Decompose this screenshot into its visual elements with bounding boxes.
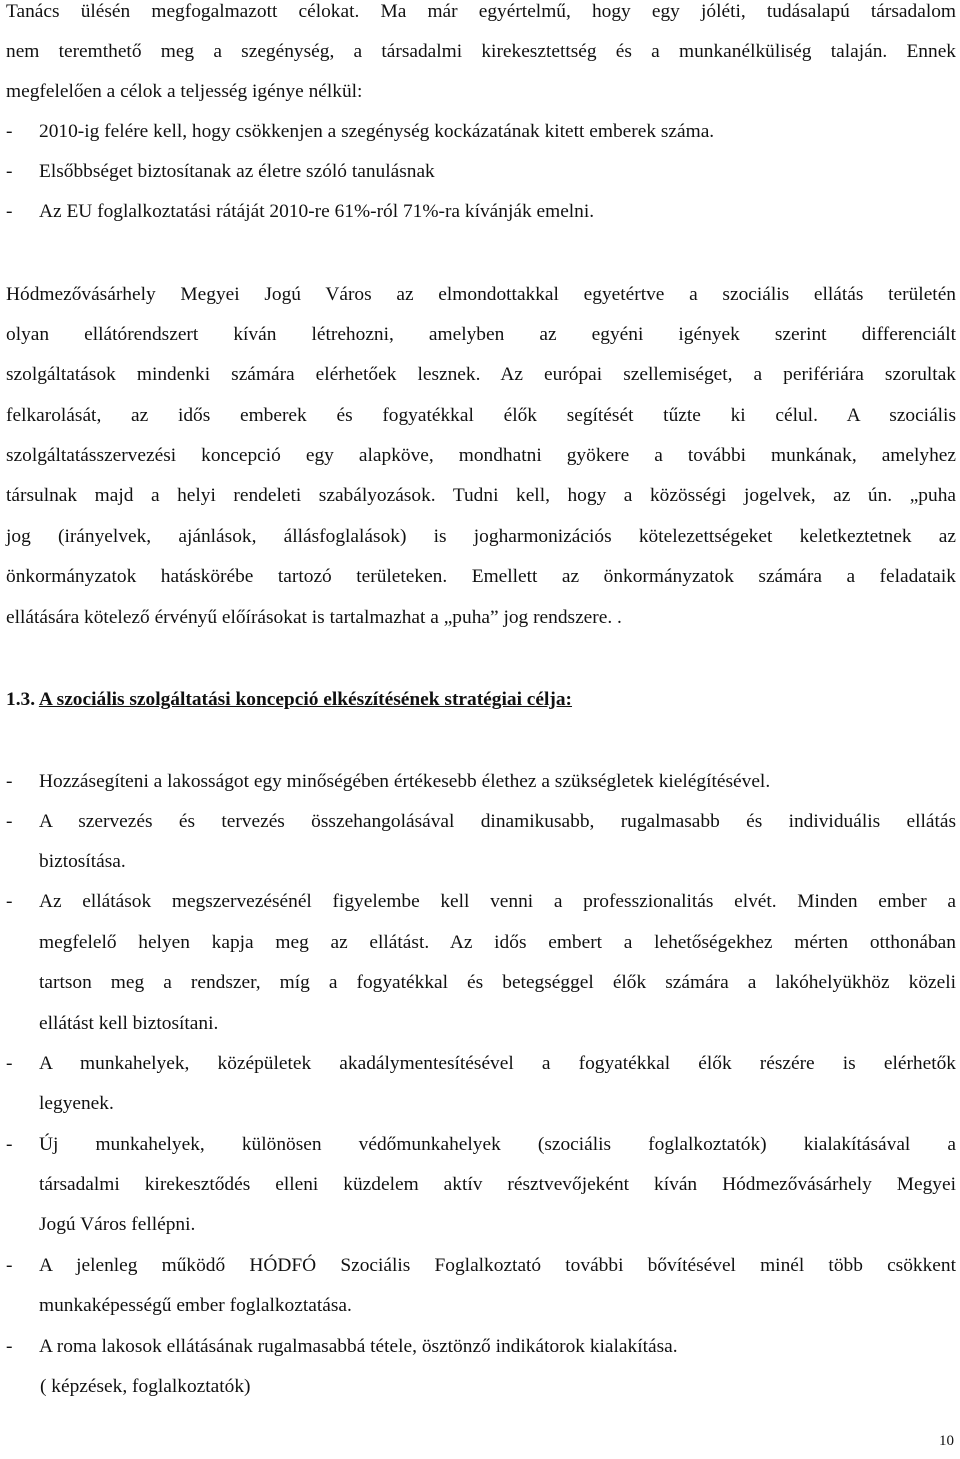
paragraph-line: szolgáltatásszervezési koncepció egy alapköve, mondhatni gyökere a további munkának, amelyhez: [6, 445, 956, 466]
list-dash: -: [6, 1336, 13, 1357]
intro-line: Tanács ülésén megfogalmazott célokat. Ma már egyértelmű, hogy egy jóléti, tudásalapú társadalom: [6, 1, 956, 22]
goal-item: [6, 1335, 956, 1359]
goal-text: A munkahelyek, középületek akadálymentesítésével a fogyatékkal élők részére is elérhetők: [39, 1053, 956, 1074]
paragraph-line: ellátására kötelező érvényű előírásokat is tartalmazhat a „puha” jog rendszere. .: [6, 607, 622, 628]
list-item-text: 2010-ig felére kell, hogy csökkenjen a szegénység kockázatának kitett emberek száma.: [39, 121, 715, 142]
paragraph-line: felkarolását, az idős emberek és fogyatékkal élők segítését tűzte ki célul. A szociális: [6, 405, 956, 426]
paragraph-line: olyan ellátórendszert kíván létrehozni, amelyben az egyéni igények szerint differenciált: [6, 324, 956, 345]
goal-text: Hozzásegíteni a lakosságot egy minőségében értékesebb élethez a szükségletek kielégítésével.: [39, 771, 771, 792]
goal-continuation: tartson meg a rendszer, míg a fogyatékkal és betegséggel élők számára a lakóhelyükhöz közeli: [39, 972, 956, 993]
intro-list-item: [6, 160, 956, 184]
goal-continuation: ellátást kell biztosítani.: [39, 1013, 219, 1034]
goal-item: [6, 810, 956, 834]
list-dash: -: [6, 1134, 13, 1155]
goal-continuation: biztosítása.: [39, 851, 126, 872]
goal-continuation: munkaképességű ember foglalkoztatása.: [39, 1295, 352, 1316]
goal-item: [6, 1254, 956, 1278]
intro-list-item: [6, 120, 956, 144]
intro-line: nem teremthető meg a szegénység, a társadalmi kirekesztettség és a munkanélküliség talaján. Ennek: [6, 41, 956, 62]
list-dash: -: [6, 121, 13, 142]
goal-text: Új munkahelyek, különösen védőmunkahelyek (szociális foglalkoztatók) kialakításával a: [39, 1134, 956, 1155]
paragraph-line: önkormányzatok hatáskörébe tartozó területeken. Emellett az önkormányzatok számára a feladataik: [6, 566, 956, 587]
goal-item: [6, 1052, 956, 1076]
intro-line: megfelelően a célok a teljesség igénye nélkül:: [6, 81, 363, 102]
paragraph-line: társulnak majd a helyi rendeleti szabályozások. Tudni kell, hogy a közösségi jogelvek, az ún. „puha: [6, 485, 956, 506]
goal-text: A szervezés és tervezés összehangolásával dinamikusabb, rugalmasabb és individuális ellátás: [39, 811, 956, 832]
goal-continuation: legyenek.: [39, 1093, 114, 1114]
goal-item: [6, 890, 956, 914]
intro-list-item: [6, 200, 956, 224]
list-dash: -: [6, 161, 13, 182]
list-dash: -: [6, 891, 13, 912]
goal-text: A jelenleg működő HÓDFÓ Szociális Foglalkoztató további bővítésével minél több csökkent: [39, 1255, 956, 1276]
list-item-text: Az EU foglalkoztatási rátáját 2010-re 61%-ról 71%-ra kívánják emelni.: [39, 201, 595, 222]
list-dash: -: [6, 811, 13, 832]
list-dash: -: [6, 201, 13, 222]
page-number: 10: [939, 1433, 954, 1449]
goal-continuation: megfelelő helyen kapja meg az ellátást. Az idős embert a lehetőségekhez mérten otthonában: [39, 932, 956, 953]
goal-text: A roma lakosok ellátásának rugalmasabbá tétele, ösztönző indikátorok kialakítása.: [39, 1336, 678, 1357]
list-dash: -: [6, 1255, 13, 1276]
goal-item: [6, 1133, 956, 1157]
paragraph-line: szolgáltatások mindenki számára elérhetőek lesznek. Az európai szellemiséget, a perifériára szorultak: [6, 364, 956, 385]
parenthetical-note: ( képzések, foglalkoztatók): [40, 1376, 251, 1397]
goal-text: Az ellátások megszervezésénél figyelembe kell venni a professzionalitás elvét. Minden ember a: [39, 891, 956, 912]
list-dash: -: [6, 1053, 13, 1074]
list-dash: -: [6, 771, 13, 792]
paragraph-line: jog (irányelvek, ajánlások, állásfoglalások) is jogharmonizációs kötelezettségeket keletkeztetnek az: [6, 526, 956, 547]
paragraph-line: Hódmezővásárhely Megyei Jogú Város az elmondottakkal egyetértve a szociális ellátás területén: [6, 284, 956, 305]
section-heading: [6, 688, 956, 712]
section-number: 1.3.: [6, 689, 36, 710]
list-item-text: Elsőbbséget biztosítanak az életre szóló tanulásnak: [39, 161, 435, 182]
section-title: A szociális szolgáltatási koncepció elkészítésének stratégiai célja:: [38, 689, 573, 710]
goal-continuation: társadalmi kirekesztődés elleni küzdelem aktív résztvevőjeként kíván Hódmezővásárhely Megyei: [39, 1174, 956, 1195]
goal-item: [6, 770, 956, 794]
goal-continuation: Jogú Város fellépni.: [39, 1214, 196, 1235]
